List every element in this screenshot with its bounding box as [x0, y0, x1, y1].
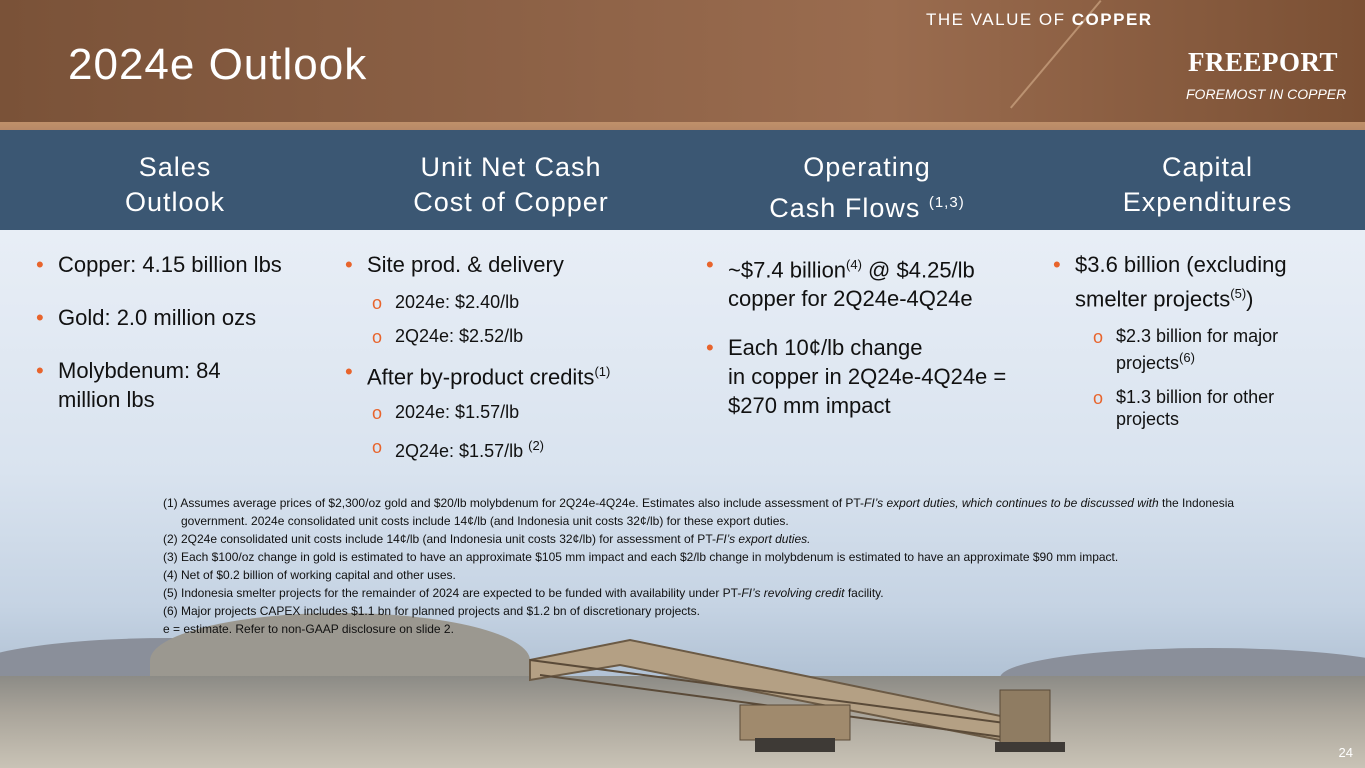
slide-title: 2024e Outlook: [68, 40, 368, 89]
list-item: [36, 303, 326, 332]
bullet-icon: •: [706, 335, 714, 361]
unit-cost-list: [345, 250, 685, 468]
sub-list-item: [372, 435, 685, 462]
footnote: (3) Each $100/oz change in gold is estimated to have an approximate $105 mm impact and each $2/lb change in molybdenum is estimated to have an approximate $90 mm impact.: [163, 550, 1119, 564]
list-item: [36, 250, 326, 279]
list-item-text: @ $4.25/lb copper for 2Q24e-4Q24e: [728, 257, 975, 312]
brand-subtitle: FOREMOST IN COPPER: [1186, 86, 1347, 102]
sub-bullet-icon: o: [1093, 327, 1104, 348]
footnote: (4) Net of $0.2 billion of working capital and other uses.: [163, 568, 456, 582]
column-heading-line: Expenditures: [1122, 187, 1293, 217]
list-item-text: Site prod. & delivery: [367, 252, 564, 277]
tagline-bold: COPPER: [1071, 10, 1153, 29]
footnote-ref: (1): [594, 364, 611, 379]
footnote-text: (1) Assumes average prices of $2,300/oz gold and $20/lb molybdenum for 2Q24e-4Q24e. Estimates also include assessment of PT-: [163, 496, 865, 510]
sub-item-text: 2024e: $1.57/lb: [395, 402, 520, 423]
sub-bullet-icon: o: [372, 403, 383, 424]
sub-list-item: [1093, 325, 1316, 374]
footnote: [163, 584, 1243, 602]
sub-list-item: [1093, 386, 1316, 430]
list-item: [706, 250, 1036, 313]
column-heading-capex: [1110, 150, 1305, 220]
list-item: [345, 357, 685, 391]
sub-bullet-icon: o: [372, 437, 383, 458]
list-item-text: Each 10¢/lb change: [728, 335, 923, 361]
footnote: [163, 530, 1243, 548]
footnote-ref: (4): [846, 257, 862, 272]
list-item-text: in copper in 2Q24e-4Q24e = $270 mm impact: [728, 364, 1007, 419]
footnote: e = estimate. Refer to non-GAAP disclosure on slide 2.: [163, 622, 454, 636]
conveyor-machine-illustration: [500, 620, 1100, 760]
bullet-icon: •: [706, 252, 714, 277]
column-heading-cash-flows: [752, 150, 982, 226]
sub-item-text: 2Q24e: $1.57/lb: [395, 441, 529, 462]
tagline-prefix: THE VALUE OF: [926, 10, 1072, 29]
list-item: [36, 356, 278, 414]
bullet-icon: •: [36, 358, 44, 383]
footnote-italic: FI’s revolving credit: [741, 586, 845, 600]
bullet-icon: •: [1053, 252, 1061, 277]
list-item: [706, 333, 1036, 420]
footnote: [163, 494, 1243, 530]
column-heading-line: Unit Net Cash: [420, 152, 602, 182]
column-heading-line: [752, 185, 982, 226]
page-number: 24: [1338, 745, 1353, 760]
column-heading-line: Sales: [138, 152, 212, 182]
list-item-text: Gold: 2.0 million ozs: [58, 305, 257, 330]
footnote-italic: FI’s export duties, which continues to be discussed with: [864, 496, 1159, 510]
footnotes: [163, 494, 1243, 638]
bullet-icon: •: [36, 305, 44, 330]
column-heading-unit-cost: [395, 150, 627, 220]
footnote-text: (2) 2Q24e consolidated unit costs include 14¢/lb (and Indonesia unit costs 32¢/lb) for assessment of PT-: [163, 532, 716, 546]
list-item: [1053, 250, 1338, 313]
sub-list-item: [372, 291, 685, 313]
footnote: (6) Major projects CAPEX includes $1.1 bn for planned projects and $1.2 bn of discretionary projects.: [163, 604, 700, 618]
list-item-text: After by-product credits: [367, 364, 595, 390]
footnote-ref: (6): [1179, 350, 1195, 366]
column-heading-line: Outlook: [124, 187, 226, 217]
footnote-text: the Indonesia government. 2024e consolidated unit costs include 14¢/lb (and Indonesia unit costs 32¢/lb) for these export duties.: [181, 496, 1235, 528]
list-item: [345, 250, 685, 279]
sub-bullet-icon: o: [372, 293, 383, 313]
footnote-text: facility.: [844, 586, 884, 600]
list-item-text: $3.6 billion (excluding smelter projects: [1075, 252, 1287, 312]
column-heading-text: Cash Flows: [769, 193, 929, 223]
sub-list-item: [372, 325, 685, 347]
sub-bullet-icon: o: [1093, 388, 1104, 409]
sales-outlook-list: [36, 250, 326, 432]
footnote-text: (5) Indonesia smelter projects for the remainder of 2024 are expected to be funded with availability under PT-: [163, 586, 742, 600]
bullet-icon: •: [345, 252, 353, 277]
sub-item-text: 2Q24e: $2.52/lb: [395, 326, 524, 346]
brand-logo: FREEPORT: [1188, 47, 1339, 77]
sub-item-text: 2024e: $2.40/lb: [395, 292, 520, 312]
list-item-text: Molybdenum: 84 million lbs: [58, 358, 221, 412]
list-item-text: ): [1246, 286, 1254, 312]
footnote-ref: (2): [528, 438, 544, 454]
footnote-ref: (1,3): [928, 194, 965, 211]
bullet-icon: •: [345, 359, 353, 384]
column-heading-line: Cost of Copper: [413, 187, 609, 217]
list-item-text: ~$7.4 billion: [728, 257, 847, 283]
footnote-ref: (5): [1230, 286, 1247, 301]
sub-list-item: [372, 401, 685, 423]
slide-header: [0, 0, 1365, 130]
sub-item-text: $2.3 billion for major projects: [1116, 326, 1279, 374]
capex-list: [1053, 250, 1338, 436]
sub-bullet-icon: o: [372, 327, 383, 347]
cash-flows-list: [706, 250, 1036, 438]
bullet-icon: •: [36, 252, 44, 277]
column-heading-line: Operating: [803, 152, 931, 182]
sub-item-text: $1.3 billion for other projects: [1116, 387, 1275, 430]
tagline: [926, 10, 1153, 30]
column-heading-line: Capital: [1161, 152, 1254, 182]
column-heading-sales: [95, 150, 255, 220]
list-item-text: Copper: 4.15 billion lbs: [58, 252, 282, 277]
footnote-italic: FI’s export duties.: [715, 532, 811, 546]
